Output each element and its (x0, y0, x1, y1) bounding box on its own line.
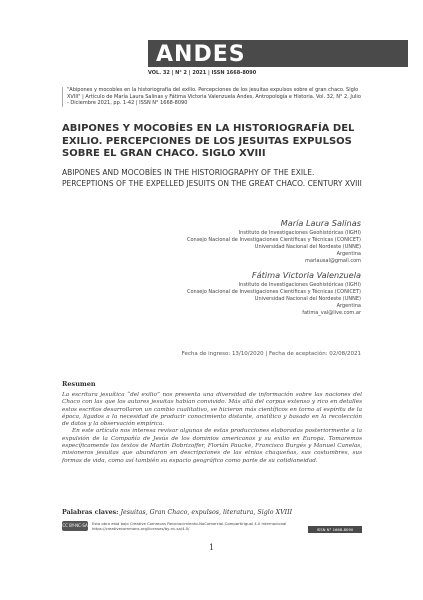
title-english: ABIPONES AND MOCOBÍES IN THE HISTORIOGRAPHY OF THE EXILE. PERCEPTIONS OF THE EXPELLED JESUITS ON THE GREAT CHACO. CENTURY XVIII (62, 168, 362, 188)
affiliation-line: Consejo Nacional de Investigaciones Científicas y Técnicas (CONICET) (186, 289, 361, 295)
submission-dates: Fecha de ingreso: 13/10/2020 | Fecha de aceptación: 02/08/2021 (181, 351, 361, 357)
affiliation-country: Argentina (336, 303, 361, 309)
journal-name: ANDES (156, 42, 246, 67)
affiliation-country: Argentina (336, 251, 361, 257)
creative-commons-badge[interactable]: CC BY-NC-SA (62, 521, 88, 531)
author-block (61, 218, 361, 265)
issn-badge: ISSN N° 1668-8090 (308, 526, 362, 533)
abstract-paragraph: En este artículo nos interesa revisar algunas de estas producciones elaboradas posteriormente a la expulsión de la Compañía de Jesús de los dominios americanos y su exilio en Europa. Tomaremos específicamente los textos de Martín Dobrizoffer, Florián Paucke, Francisco Burgés y Manuel Canelas, misioneros jesuitas que abundaron en descripciones de las etnias chaqueñas, sus costumbres, sus formas de vida, como así también su espacio geográfico como parte de su cotidianeidad. (62, 428, 362, 464)
affiliation-line: Universidad Nacional del Nordeste (UNNE) (254, 296, 361, 302)
abstract-heading: Resumen (62, 380, 96, 388)
keywords-label: Palabras claves: (62, 509, 119, 516)
abstract-paragraph: La escritura jesuítica “del exilio” nos presenta una diversidad de información sobre las naciones del Chaco con las que los autores jesuitas habían convivido. Más allá del corpus extenso y rico en detalles estos escritos desarrollaron un cambio cualitativo, se hicieron más científicos en torno al espíritu de la época, ligados a la necesidad de producir conocimiento distante, analítico y basado en la recolección de datos y la observación empírica. (62, 392, 362, 428)
volume-line: VOL. 32 | N° 2 | 2021 | ISSN 1668-8090 (148, 70, 257, 76)
affiliation-line: Consejo Nacional de Investigaciones Científicas y Técnicas (CONICET) (186, 237, 361, 243)
author-email[interactable]: marlausal@gmail.com (305, 258, 361, 264)
abstract-body (62, 392, 362, 465)
keywords (62, 509, 362, 516)
license-text (92, 521, 342, 531)
authors-section (61, 218, 361, 322)
author-name: María Laura Salinas (280, 218, 361, 228)
affiliation-line: Instituto de Investigaciones Geohistóricas (IIGHI) (238, 282, 361, 288)
license-row (62, 521, 362, 535)
keywords-text: Jesuitas, Gran Chaco, expulsos, literatura, Siglo XVIII (120, 509, 293, 516)
affiliation-line: Instituto de Investigaciones Geohistóricas (IIGHI) (238, 230, 361, 236)
page-number: 1 (208, 543, 215, 552)
affiliation-line: Universidad Nacional del Nordeste (UNNE) (254, 244, 361, 250)
license-link[interactable]: https://creativecommons.org/licenses/by-nc-sa/4.0/ (92, 526, 190, 531)
author-email[interactable]: fatima_val@live.com.ar (302, 310, 361, 316)
license-line: Esta obra está bajo Creative Commons Reconocimiento-NoComercial-CompartirIgual 4.0 Internacional (92, 521, 287, 526)
citation-block: "Abipones y mocobíes en la historiografía del exilio. Percepciones de los jesuitas expulsos sobre el gran chaco. Siglo XVIII" | Artículo de María Laura Salinas y Fátima Victoria Valenzuela Andes, Antropología e Historia. Vol. 32, N° 2, Julio - Diciembre 2021, pp. 1-42 | ISSN N° 1668-8090 (62, 87, 362, 107)
author-block (61, 270, 361, 317)
title-spanish: ABIPONES Y MOCOBÍES EN LA HISTORIOGRAFÍA DEL EXILIO. PERCEPCIONES DE LOS JESUITAS EXPULSOS SOBRE EL GRAN CHACO. SIGLO XVIII (62, 123, 355, 159)
author-name: Fátima Victoria Valenzuela (251, 270, 361, 280)
